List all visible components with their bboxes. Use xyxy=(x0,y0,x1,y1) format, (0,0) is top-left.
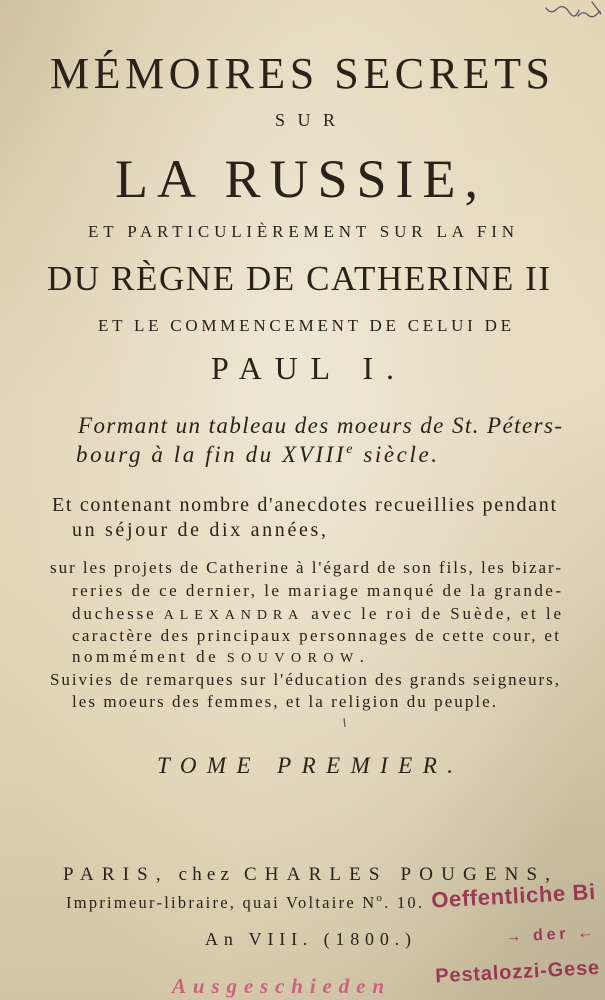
title-main: LA RUSSIE, xyxy=(115,149,478,209)
ink-scribble xyxy=(546,2,601,17)
topics-line-5-start: nommément de xyxy=(72,647,224,666)
imprint-address: Imprimeur-libraire, quai Voltaire N xyxy=(66,893,375,912)
remarks-line-2: les moeurs des femmes, et la religion du peuple. xyxy=(72,692,497,711)
topics-line-3 xyxy=(72,604,561,623)
imprint-line-1 xyxy=(63,864,553,885)
topics-line-4: caractère des principaux personnages de cette cour, et xyxy=(72,626,559,645)
topics-line-2: reries de ce dernier, le mariage manqué de la grande- xyxy=(72,581,561,600)
imprint-publisher: CHARLES POUGENS, xyxy=(243,864,553,885)
imprint-address-number: . 10. xyxy=(384,893,422,912)
stamp-line-3: Pestalozzi-Gese xyxy=(434,956,600,988)
topics-line-5-end: . xyxy=(359,647,364,666)
person-name-souvorow: SOUVOROW xyxy=(226,651,357,666)
printer-mark xyxy=(344,718,345,727)
topics-line-1: sur les projets de Catherine à l'égard de son fils, les bizar- xyxy=(50,558,561,577)
century-superscript: e xyxy=(346,442,353,457)
volume-label: TOME PREMIER. xyxy=(157,753,453,778)
topics-line-5 xyxy=(72,647,364,666)
anecdotes-line-2: un séjour de dix années, xyxy=(72,519,326,541)
title-line-1: MÉMOIRES SECRETS xyxy=(50,49,550,98)
tagline-line-2-text: bourg à la fin du XVIII xyxy=(76,442,344,467)
tagline-line-2-end: siècle. xyxy=(354,442,437,467)
anecdotes-line-1: Et contenant nombre d'anecdotes recueillies pendant xyxy=(52,494,556,516)
imprint-chez: chez xyxy=(168,864,239,885)
stamp-line-1: Oeffentliche Bi xyxy=(430,879,596,913)
title-connector: SUR xyxy=(275,110,335,130)
numero-superscript: o xyxy=(376,892,382,904)
subtitle-line-1: ET PARTICULIÈREMENT SUR LA FIN xyxy=(88,222,514,241)
withdrawn-stamp: Ausgeschieden xyxy=(172,974,384,998)
subtitle-line-2: DU RÈGNE DE CATHERINE II xyxy=(47,259,550,298)
tagline-line-2 xyxy=(76,442,437,467)
topics-line-3-start: duchesse xyxy=(72,604,161,623)
subtitle-line-4: PAUL I. xyxy=(211,350,394,386)
library-stamp xyxy=(431,879,600,987)
subtitle-line-3: ET LE COMMENCEMENT DE CELUI DE xyxy=(98,316,512,335)
person-name-alexandra: ALEXANDRA xyxy=(163,608,302,623)
remarks-line-1: Suivies de remarques sur l'éducation des grands seigneurs, xyxy=(50,670,559,689)
topics-line-3-end: avec le roi de Suède, et le xyxy=(304,604,561,623)
tagline-line-1: Formant un tableau des moeurs de St. Péters- xyxy=(78,413,562,438)
imprint-date: An VIII. (1800.) xyxy=(205,929,411,949)
imprint-line-2 xyxy=(66,892,422,912)
stamp-line-2: → der ← xyxy=(504,924,594,946)
imprint-city: PARIS, xyxy=(63,864,164,885)
